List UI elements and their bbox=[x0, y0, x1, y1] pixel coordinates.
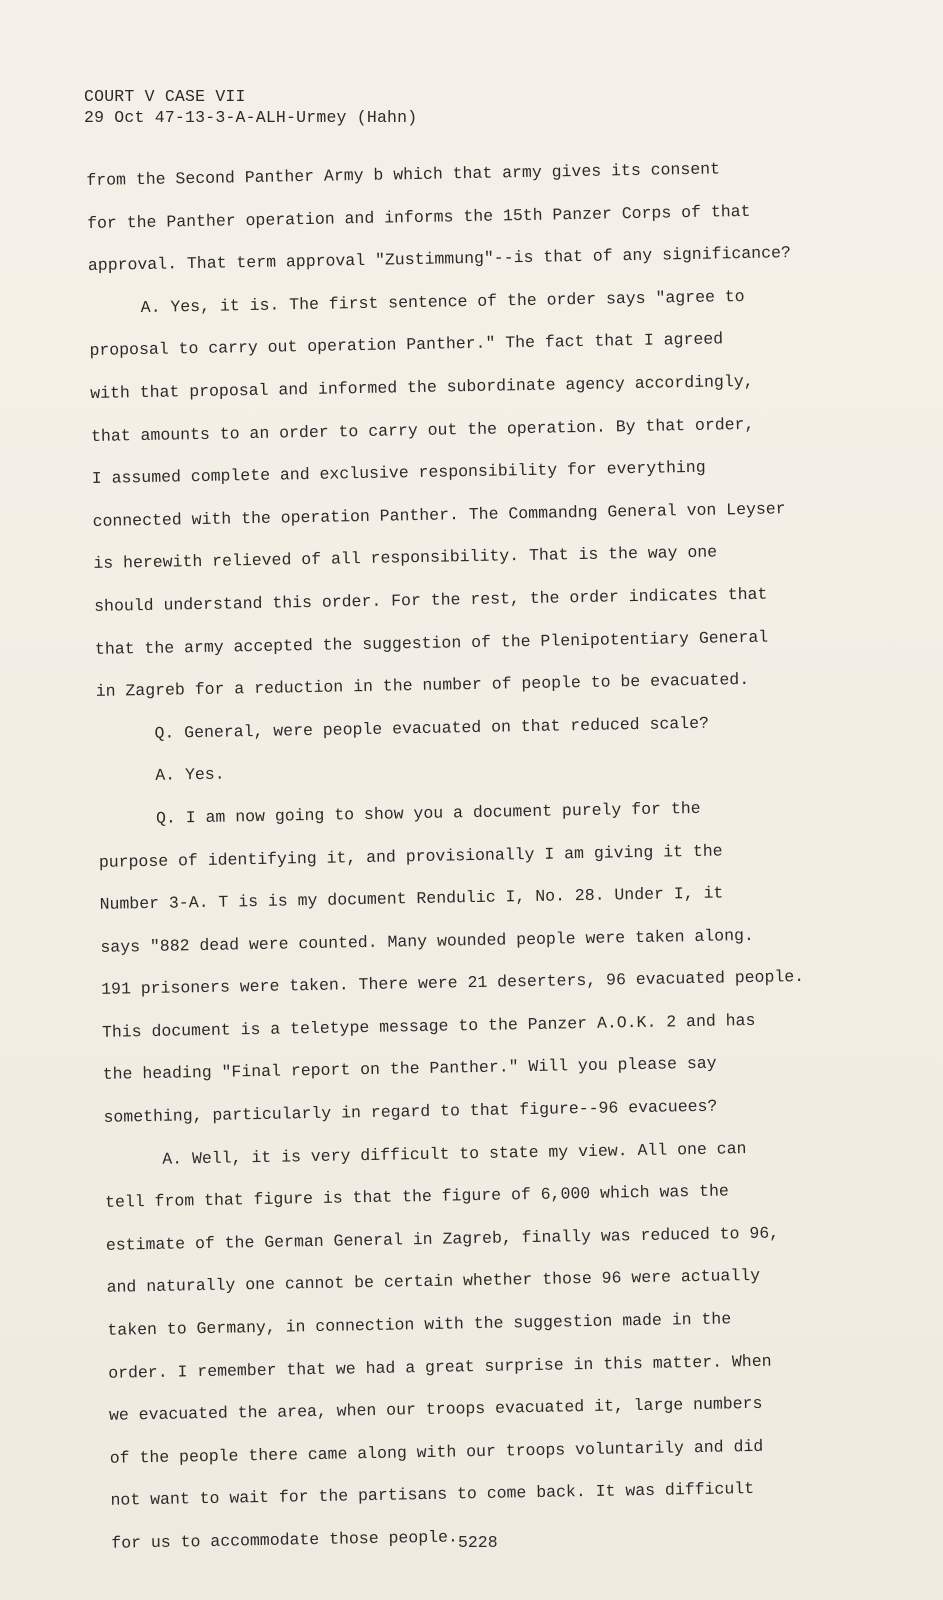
transcript-line: that the army accepted the suggestion of the Plenipotentiary General bbox=[94, 627, 769, 659]
transcript-line: 191 prisoners were taken. There were 21 deserters, 96 evacuated people. bbox=[101, 967, 805, 1000]
transcript-line: estimate of the German General in Zagreb, finally was reduced to 96, bbox=[105, 1223, 780, 1255]
transcript-line: says "882 dead were counted. Many wounded people were taken along. bbox=[100, 925, 755, 957]
transcript-line: taken to Germany, in connection with the suggestion made in the bbox=[107, 1309, 732, 1340]
transcript-line: approval. That term approval "Zustimmung"--is that of any significance? bbox=[87, 243, 792, 276]
transcript-line: connected with the operation Panther. The Commandng General von Leyser bbox=[92, 498, 786, 531]
transcript-line: in Zagreb for a reduction in the number of people to be evacuated. bbox=[95, 670, 750, 702]
page-number: 5228 bbox=[458, 1533, 498, 1552]
transcript-line: order. I remember that we had a great surprise in this matter. When bbox=[108, 1351, 772, 1383]
transcript-line: and naturally one cannot be certain whether those 96 were actually bbox=[106, 1266, 761, 1298]
transcript-line: not want to wait for the partisans to come back. It was difficult bbox=[110, 1479, 755, 1511]
transcript-line: for the Panther operation and informs the 15th Panzer Corps of that bbox=[86, 201, 751, 233]
transcript-line: with that proposal and informed the subordinate agency accordingly, bbox=[90, 371, 754, 403]
transcript-body bbox=[86, 146, 872, 1565]
transcript-line: should understand this order. For the rest, the order indicates that bbox=[94, 584, 768, 616]
transcript-line: This document is a teletype message to the Panzer A.O.K. 2 and has bbox=[101, 1010, 756, 1042]
transcript-line: Q. General, were people evacuated on that reduced scale? bbox=[154, 713, 710, 743]
transcript-line: that amounts to an order to carry out the operation. By that order, bbox=[90, 414, 755, 446]
transcript-line: tell from that figure is that the figure of 6,000 which was the bbox=[104, 1181, 729, 1213]
transcript-line: Number 3-A. T is is my document Rendulic I, No. 28. Under I, it bbox=[99, 883, 724, 914]
transcript-line: Q. I am now going to show you a document purely for the bbox=[155, 798, 701, 828]
transcript-line: A. Yes, it is. The first sentence of the order says "agree to bbox=[140, 286, 745, 317]
transcript-line: something, particularly in regard to that figure--96 evacuees? bbox=[103, 1096, 718, 1127]
transcript-line: from the Second Panther Army b which that army gives its consent bbox=[86, 159, 721, 190]
transcript-line: we evacuated the area, when our troops evacuated it, large numbers bbox=[108, 1394, 763, 1426]
header-date-reference: 29 Oct 47-13-3-A-ALH-Urmey (Hahn) bbox=[84, 108, 418, 127]
transcript-line: is herewith relieved of all responsibility. That is the way one bbox=[93, 542, 718, 574]
transcript-line: purpose of identifying it, and provisionally I am giving it the bbox=[98, 840, 723, 872]
header-court-case: COURT V CASE VII bbox=[84, 87, 246, 106]
transcript-line: A. Well, it is very difficult to state my view. All one can bbox=[162, 1138, 747, 1169]
transcript-line: the heading "Final report on the Panther." Will you please say bbox=[102, 1054, 717, 1085]
document-header bbox=[84, 86, 417, 128]
transcript-line: of the people there came along with our troops voluntarily and did bbox=[109, 1436, 764, 1468]
transcript-line: I assumed complete and exclusive responsibility for everything bbox=[91, 457, 706, 489]
transcript-line: A. Yes. bbox=[155, 764, 225, 786]
transcript-line: for us to accommodate those people. bbox=[111, 1527, 459, 1553]
transcript-line: proposal to carry out operation Panther." The fact that I agreed bbox=[89, 329, 724, 361]
